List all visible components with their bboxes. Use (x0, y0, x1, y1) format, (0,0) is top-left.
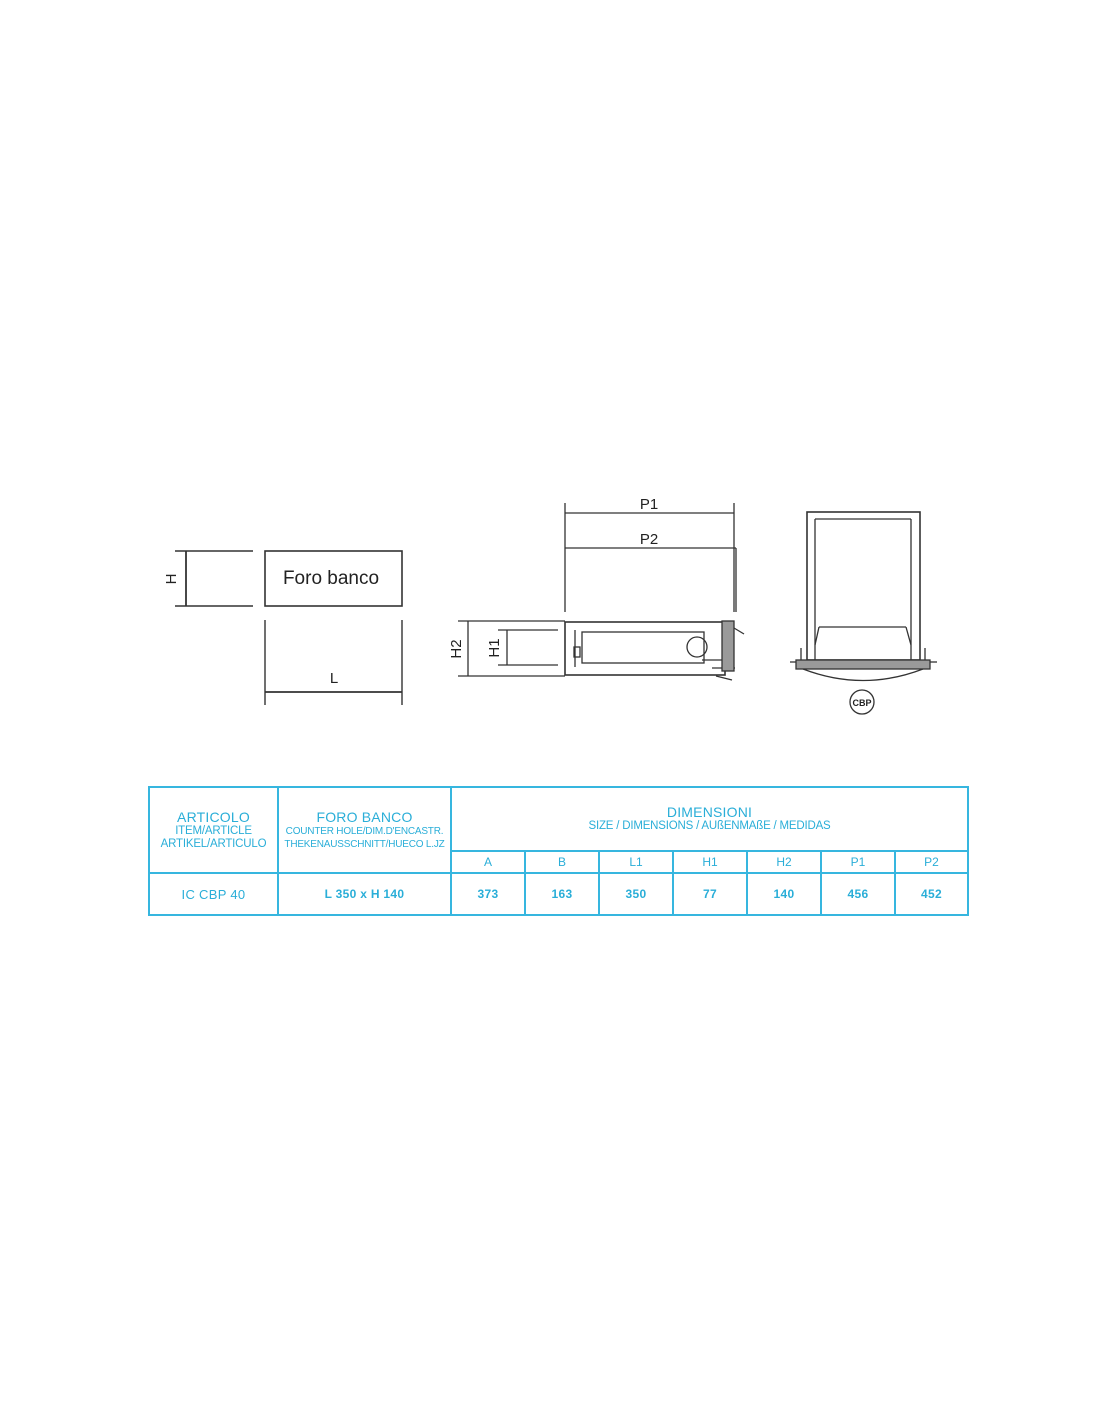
cell-articolo: IC CBP 40 (149, 873, 278, 915)
dim-header-a: A (451, 851, 525, 873)
header-foro-sub1: COUNTER HOLE/DIM.D'ENCASTR. (285, 825, 444, 837)
cell-p1: 456 (821, 873, 895, 915)
dim-label-h2: H2 (448, 639, 465, 659)
cell-p2: 452 (895, 873, 968, 915)
cbp-badge-label: CBP (852, 698, 872, 708)
header-articolo-sub2: ARTIKEL/ARTICULO (160, 837, 267, 850)
cell-a: 373 (451, 873, 525, 915)
table-row (149, 873, 968, 915)
dim-label-p1: P1 (639, 496, 659, 513)
header-articolo-title: ARTICOLO (177, 808, 250, 825)
cell-foro: L 350 x H 140 (278, 873, 451, 915)
cell-l1: 350 (599, 873, 673, 915)
dim-header-h1: H1 (673, 851, 747, 873)
spec-table (148, 786, 969, 916)
cell-h1: 77 (673, 873, 747, 915)
header-foro-sub2: THEKENAUSSCHNITT/HUECO L.JZ (284, 838, 445, 850)
header-articolo (149, 787, 278, 873)
dim-header-h2: H2 (747, 851, 821, 873)
header-foro-title: FORO BANCO (316, 808, 413, 825)
dim-header-l1: L1 (599, 851, 673, 873)
front-view (790, 512, 937, 714)
header-dimensioni (451, 787, 968, 851)
dim-label-h: H (163, 573, 180, 585)
cell-b: 163 (525, 873, 599, 915)
dim-header-p1: P1 (821, 851, 895, 873)
header-dimensioni-title: DIMENSIONI (666, 804, 753, 820)
dim-label-p2: P2 (639, 531, 659, 548)
counter-hole-label: Foro banco (282, 568, 380, 589)
dim-label-h1: H1 (486, 638, 503, 658)
cell-h2: 140 (747, 873, 821, 915)
header-dimensioni-sub: SIZE / DIMENSIONS / AUßENMAßE / MEDIDAS (588, 820, 831, 832)
header-foro-banco (278, 787, 451, 873)
dim-label-l: L (329, 670, 339, 687)
header-articolo-sub1: ITEM/ARTICLE (175, 824, 252, 837)
dim-header-p2: P2 (895, 851, 968, 873)
dim-header-b: B (525, 851, 599, 873)
